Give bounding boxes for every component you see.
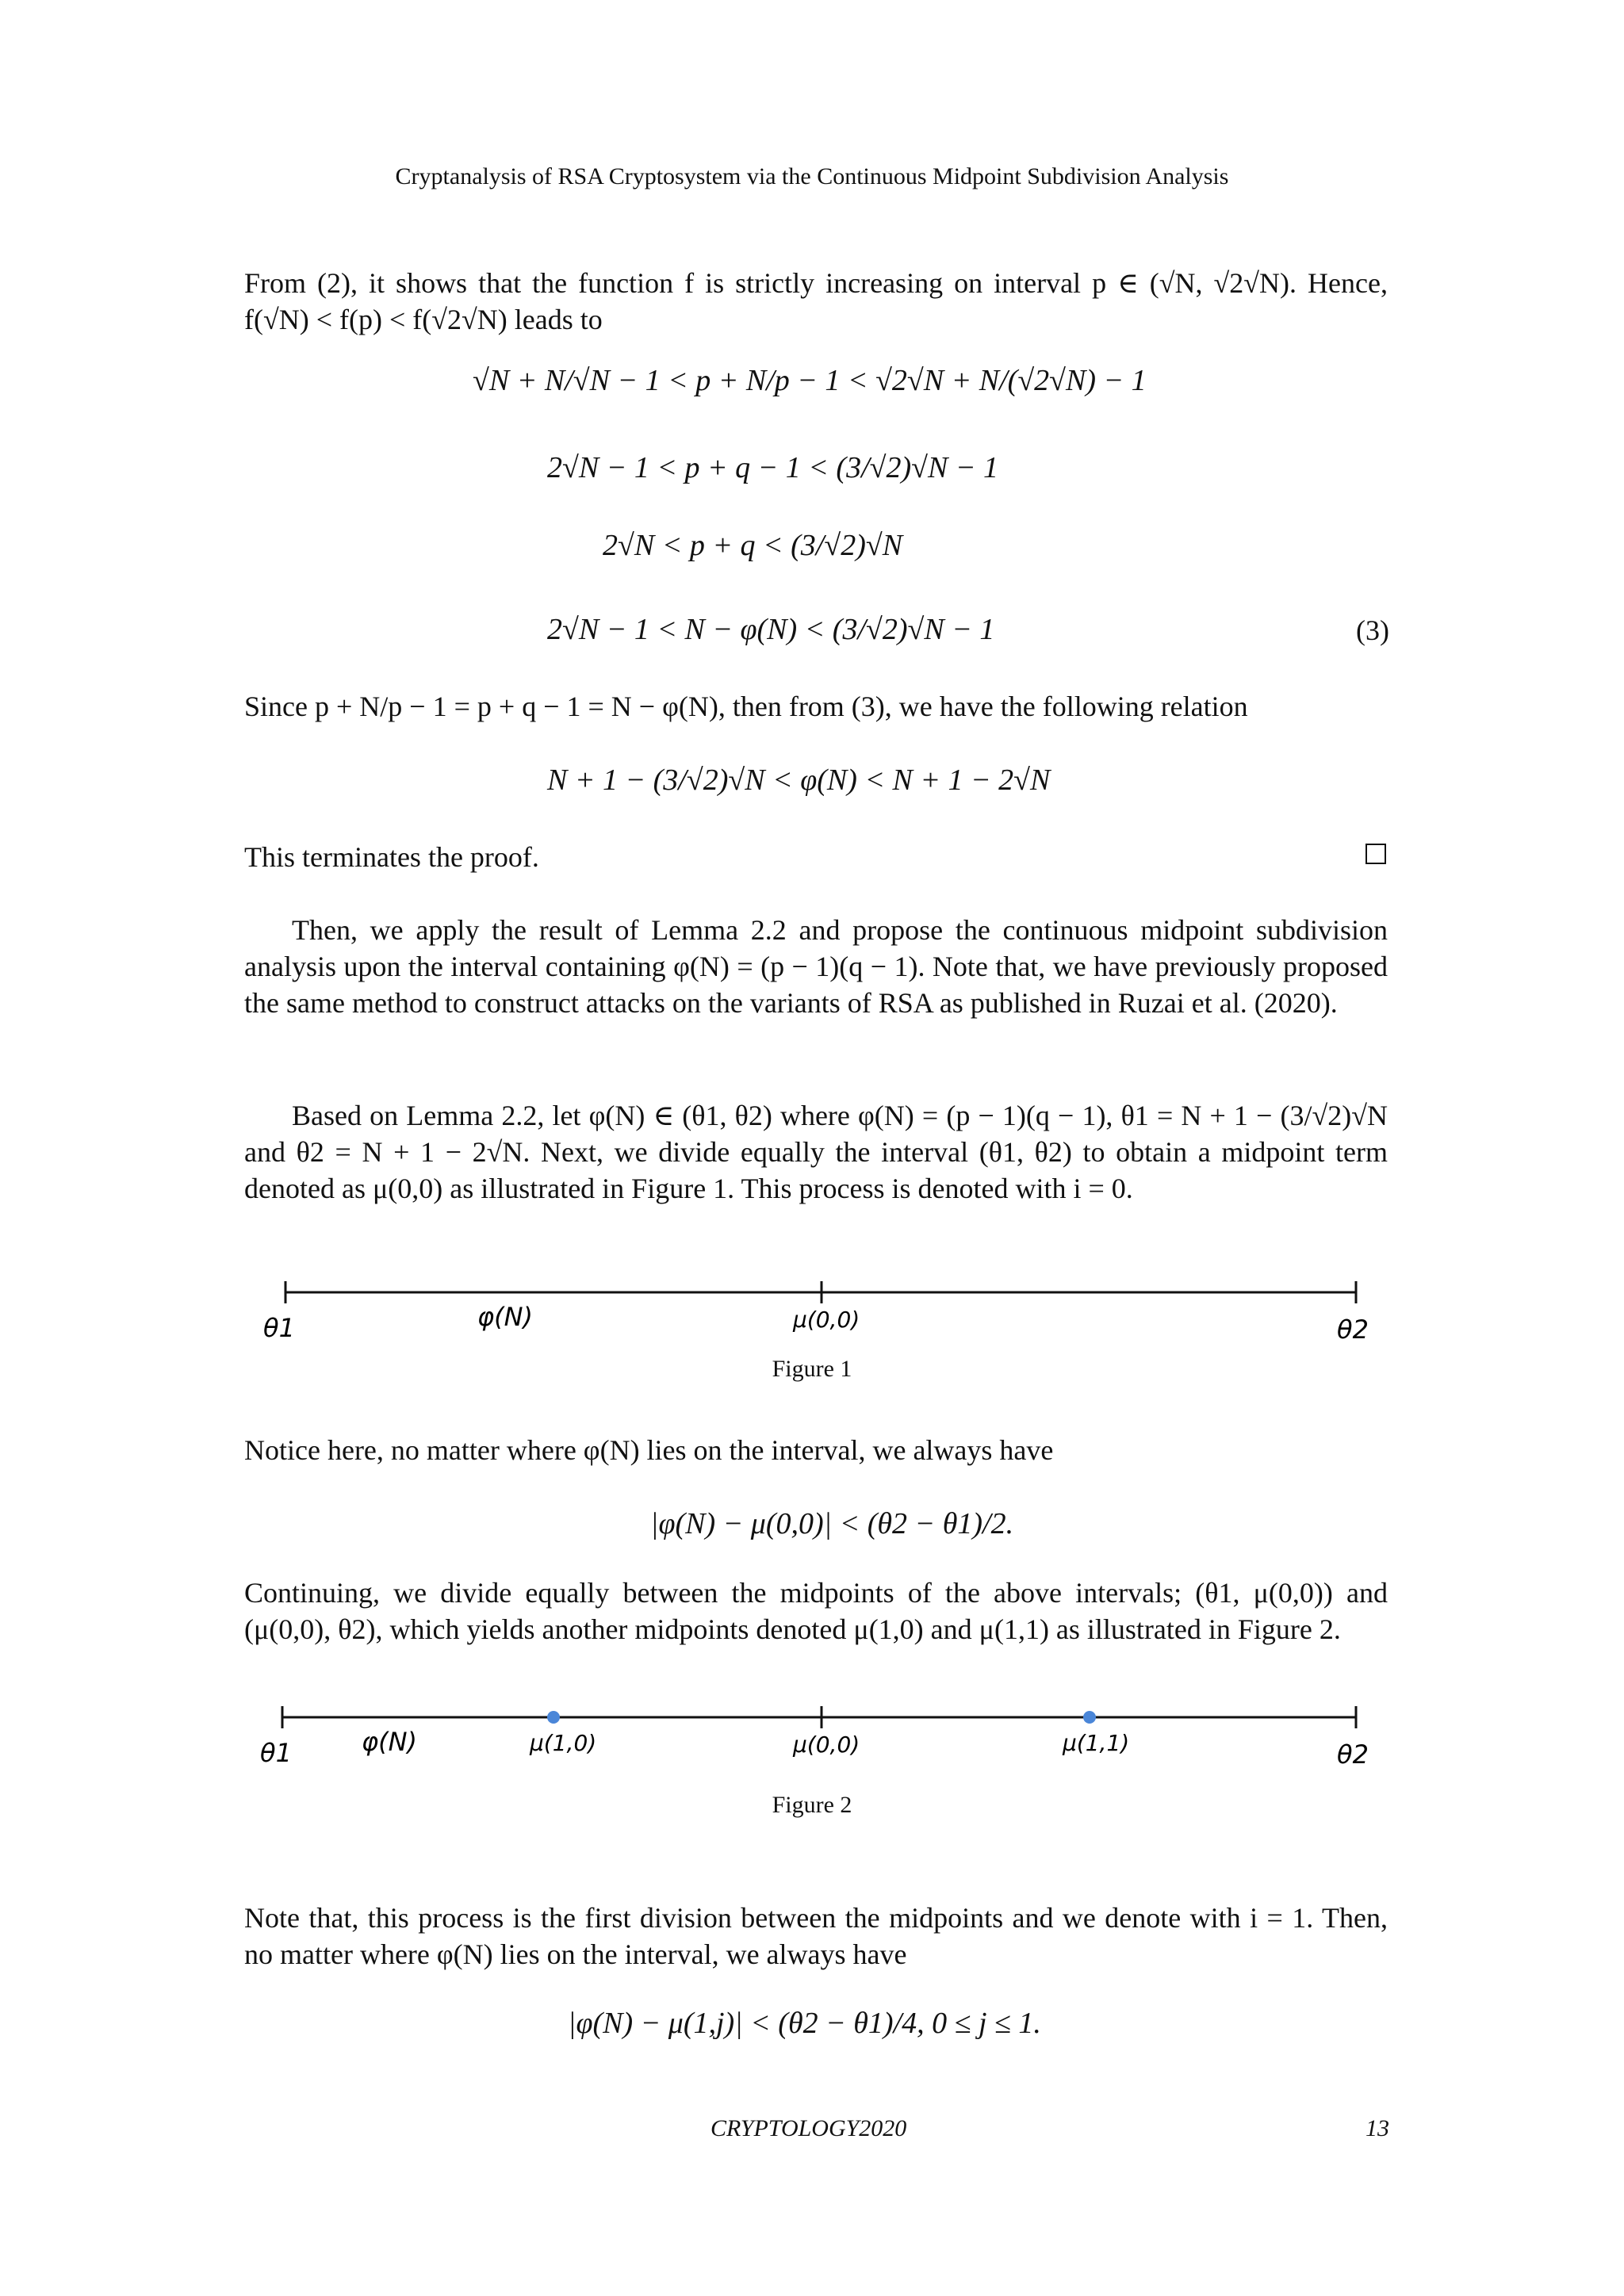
relation-equation: N + 1 − (3/√2)√N < φ(N) < N + 1 − 2√N: [547, 763, 1051, 797]
fig1-label-theta1: θ1: [263, 1313, 295, 1343]
paragraph-lemma-apply: Then, we apply the result of Lemma 2.2 and propose the continuous midpoint subdivision analysis upon the interval containing φ(N) = (p − 1)(q − 1). Note that, we have previously proposed the same method to construct attacks on the variants of RSA as published in Ruzai et al. (2020).: [244, 914, 1388, 1019]
fig2-label-mu11: μ(1,1): [1063, 1730, 1130, 1756]
paragraph-since: Since p + N/p − 1 = p + q − 1 = N − φ(N), then from (3), we have the following relation: [244, 691, 1248, 722]
fig2-point-mu10: [547, 1711, 560, 1724]
fig2-label-theta2: θ2: [1337, 1739, 1369, 1768]
fig2-label-phi: φ(N): [362, 1727, 418, 1757]
fig2-label-mu10: μ(1,0): [530, 1730, 597, 1756]
paragraph-notice: Notice here, no matter where φ(N) lies on the interval, we always have: [244, 1434, 1054, 1466]
fig2-label-mu00: μ(0,0): [793, 1732, 860, 1758]
footer-journal: CRYPTOLOGY2020: [710, 2115, 907, 2141]
equation-line-1: √N + N/√N − 1 < p + N/p − 1 < √2√N + N/(√2√N) − 1: [473, 364, 1147, 397]
equation-line-4: 2√N − 1 < N − φ(N) < (3/√2)√N − 1: [547, 613, 995, 646]
fig1-label-phi: φ(N): [477, 1302, 534, 1332]
fig2-point-mu11: [1083, 1711, 1096, 1724]
equation-line-3: 2√N < p + q < (3/√2)√N: [603, 529, 903, 562]
equation-number: (3): [1356, 614, 1389, 646]
figure-1-caption: Figure 1: [772, 1356, 852, 1382]
figure-1-number-line: [254, 1261, 1380, 1348]
paragraph-lemma-based: Based on Lemma 2.2, let φ(N) ∈ (θ1, θ2) where φ(N) = (p − 1)(q − 1), θ1 = N + 1 − (3/√2)√N and θ2 = N + 1 − 2√N. Next, we divide equally the interval (θ1, θ2) to obtain a midpoint term denoted as μ(0,0) as illustrated in Figure 1. This process is denoted with i = 0.: [244, 1100, 1388, 1204]
paragraph-intro: From (2), it shows that the function f is strictly increasing on interval p ∈ (√N, √2√N). Hence, f(√N) < f(p) < f(√2√N) leads to: [244, 267, 1388, 335]
fig1-label-theta2: θ2: [1337, 1314, 1369, 1345]
running-header: Cryptanalysis of RSA Cryptosystem via the Continuous Midpoint Subdivision Analysis: [395, 163, 1229, 189]
paragraph-continuing: Continuing, we divide equally between the midpoints of the above intervals; (θ1, μ(0,0)) and (μ(0,0), θ2), which yields another midpoints denoted μ(1,0) and μ(1,1) as illustrated in Figure 2.: [244, 1577, 1388, 1645]
fig2-label-theta1: θ1: [260, 1738, 292, 1768]
figure-2-caption: Figure 2: [772, 1792, 852, 1818]
inequality-1: |φ(N) − μ(0,0)| < (θ2 − θ1)/2.: [650, 1507, 1014, 1540]
inequality-2: |φ(N) − μ(1,j)| < (θ2 − θ1)/4, 0 ≤ j ≤ 1.: [568, 2007, 1041, 2040]
equation-line-2: 2√N − 1 < p + q − 1 < (3/√2)√N − 1: [547, 451, 998, 484]
paragraph-terminates: This terminates the proof.: [244, 841, 539, 873]
fig1-label-mu00: μ(0,0): [793, 1307, 860, 1333]
footer-page-number: 13: [1365, 2115, 1389, 2141]
qed-symbol: [1365, 844, 1386, 864]
figure-2-number-line: [254, 1681, 1380, 1768]
paragraph-note-first-division: Note that, this process is the first division between the midpoints and we denote with i = 1. Then, no matter where φ(N) lies on the interval, we always have: [244, 1902, 1388, 1970]
